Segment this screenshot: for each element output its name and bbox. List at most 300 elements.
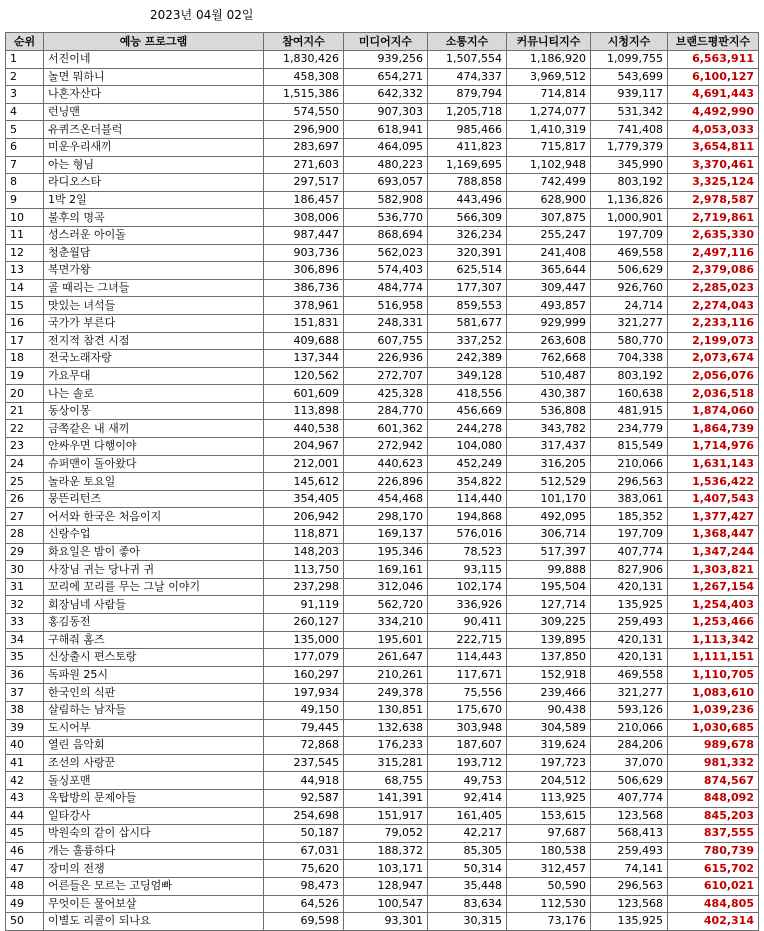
table-row	[6, 209, 759, 227]
cell-media: 298,170	[344, 508, 428, 526]
cell-rank: 34	[6, 631, 44, 649]
cell-rank: 7	[6, 156, 44, 174]
cell-rank: 50	[6, 913, 44, 931]
cell-community: 90,438	[507, 701, 591, 719]
cell-communication: 456,669	[428, 402, 507, 420]
cell-participation: 75,620	[264, 860, 344, 878]
cell-community: 304,589	[507, 719, 591, 737]
cell-brand-score: 1,303,821	[668, 561, 759, 579]
cell-program: 개는 훌륭하다	[44, 842, 264, 860]
cell-program: 전지적 참견 시점	[44, 332, 264, 350]
cell-community: 929,999	[507, 314, 591, 332]
cell-brand-score: 6,563,911	[668, 51, 759, 69]
table-row	[6, 807, 759, 825]
cell-media: 440,623	[344, 455, 428, 473]
cell-community: 137,850	[507, 649, 591, 667]
table-row	[6, 789, 759, 807]
cell-brand-score: 2,978,587	[668, 191, 759, 209]
cell-community: 239,466	[507, 684, 591, 702]
cell-community: 628,900	[507, 191, 591, 209]
cell-rank: 12	[6, 244, 44, 262]
col-header-brand-score: 브랜드평판지수	[668, 33, 759, 51]
cell-rank: 4	[6, 103, 44, 121]
cell-participation: 79,445	[264, 719, 344, 737]
cell-community: 113,925	[507, 789, 591, 807]
cell-communication: 83,634	[428, 895, 507, 913]
cell-brand-score: 4,691,443	[668, 86, 759, 104]
cell-community: 73,176	[507, 913, 591, 931]
cell-community: 195,504	[507, 578, 591, 596]
cell-communication: 326,234	[428, 226, 507, 244]
cell-participation: 204,967	[264, 438, 344, 456]
cell-media: 480,223	[344, 156, 428, 174]
cell-media: 574,403	[344, 262, 428, 280]
cell-community: 309,225	[507, 614, 591, 632]
cell-viewership: 135,925	[591, 913, 668, 931]
cell-participation: 271,603	[264, 156, 344, 174]
cell-viewership: 1,099,755	[591, 51, 668, 69]
cell-media: 618,941	[344, 121, 428, 139]
cell-brand-score: 1,377,427	[668, 508, 759, 526]
cell-community: 492,095	[507, 508, 591, 526]
table-row	[6, 913, 759, 931]
cell-rank: 47	[6, 860, 44, 878]
cell-communication: 474,337	[428, 68, 507, 86]
cell-community: 197,723	[507, 754, 591, 772]
cell-communication: 576,016	[428, 526, 507, 544]
table-row	[6, 367, 759, 385]
cell-viewership: 593,126	[591, 701, 668, 719]
cell-rank: 15	[6, 297, 44, 315]
cell-communication: 788,858	[428, 174, 507, 192]
cell-participation: 91,119	[264, 596, 344, 614]
cell-rank: 27	[6, 508, 44, 526]
cell-community: 97,687	[507, 825, 591, 843]
cell-community: 309,447	[507, 279, 591, 297]
cell-brand-score: 2,036,518	[668, 385, 759, 403]
cell-brand-score: 3,370,461	[668, 156, 759, 174]
cell-media: 128,947	[344, 877, 428, 895]
cell-community: 742,499	[507, 174, 591, 192]
cell-participation: 574,550	[264, 103, 344, 121]
cell-media: 151,917	[344, 807, 428, 825]
table-row	[6, 684, 759, 702]
cell-viewership: 704,338	[591, 350, 668, 368]
cell-participation: 1,515,386	[264, 86, 344, 104]
cell-media: 312,046	[344, 578, 428, 596]
cell-communication: 354,822	[428, 473, 507, 491]
cell-brand-score: 2,719,861	[668, 209, 759, 227]
cell-brand-score: 2,199,073	[668, 332, 759, 350]
cell-communication: 985,466	[428, 121, 507, 139]
table-row	[6, 51, 759, 69]
table-row	[6, 895, 759, 913]
cell-viewership: 741,408	[591, 121, 668, 139]
cell-viewership: 803,192	[591, 367, 668, 385]
cell-viewership: 926,760	[591, 279, 668, 297]
cell-communication: 42,217	[428, 825, 507, 843]
cell-communication: 102,174	[428, 578, 507, 596]
cell-media: 188,372	[344, 842, 428, 860]
cell-participation: 151,831	[264, 314, 344, 332]
table-row	[6, 332, 759, 350]
cell-viewership: 296,563	[591, 473, 668, 491]
cell-community: 343,782	[507, 420, 591, 438]
cell-brand-score: 1,874,060	[668, 402, 759, 420]
cell-communication: 443,496	[428, 191, 507, 209]
cell-rank: 45	[6, 825, 44, 843]
cell-rank: 5	[6, 121, 44, 139]
cell-program: 꼬리에 꼬리를 무는 그날 이야기	[44, 578, 264, 596]
cell-rank: 14	[6, 279, 44, 297]
cell-media: 562,720	[344, 596, 428, 614]
cell-media: 284,770	[344, 402, 428, 420]
cell-participation: 601,609	[264, 385, 344, 403]
table-row	[6, 420, 759, 438]
cell-media: 484,774	[344, 279, 428, 297]
cell-brand-score: 3,325,124	[668, 174, 759, 192]
table-row	[6, 754, 759, 772]
cell-community: 1,102,948	[507, 156, 591, 174]
cell-media: 907,303	[344, 103, 428, 121]
cell-communication: 175,670	[428, 701, 507, 719]
cell-media: 169,137	[344, 526, 428, 544]
cell-participation: 186,457	[264, 191, 344, 209]
cell-rank: 8	[6, 174, 44, 192]
table-row	[6, 455, 759, 473]
cell-brand-score: 2,073,674	[668, 350, 759, 368]
cell-media: 315,281	[344, 754, 428, 772]
cell-media: 516,958	[344, 297, 428, 315]
table-header-row	[6, 33, 759, 51]
cell-program: 금쪽같은 내 새끼	[44, 420, 264, 438]
cell-program: 도시어부	[44, 719, 264, 737]
cell-program: 일타강사	[44, 807, 264, 825]
cell-participation: 72,868	[264, 737, 344, 755]
table-row	[6, 508, 759, 526]
table-row	[6, 649, 759, 667]
cell-rank: 3	[6, 86, 44, 104]
cell-communication: 194,868	[428, 508, 507, 526]
cell-brand-score: 1,714,976	[668, 438, 759, 456]
cell-participation: 145,612	[264, 473, 344, 491]
cell-communication: 85,305	[428, 842, 507, 860]
cell-brand-score: 1,536,422	[668, 473, 759, 491]
cell-brand-score: 2,379,086	[668, 262, 759, 280]
cell-media: 141,391	[344, 789, 428, 807]
cell-program: 화요일은 밤이 좋아	[44, 543, 264, 561]
cell-viewership: 74,141	[591, 860, 668, 878]
cell-media: 176,233	[344, 737, 428, 755]
cell-media: 425,328	[344, 385, 428, 403]
cell-communication: 418,556	[428, 385, 507, 403]
table-row	[6, 174, 759, 192]
cell-media: 562,023	[344, 244, 428, 262]
cell-community: 127,714	[507, 596, 591, 614]
cell-viewership: 531,342	[591, 103, 668, 121]
cell-communication: 566,309	[428, 209, 507, 227]
table-row	[6, 402, 759, 420]
cell-program: 안싸우면 다행이야	[44, 438, 264, 456]
cell-communication: 104,080	[428, 438, 507, 456]
table-row	[6, 877, 759, 895]
cell-communication: 337,252	[428, 332, 507, 350]
cell-viewership: 160,638	[591, 385, 668, 403]
cell-brand-score: 989,678	[668, 737, 759, 755]
cell-rank: 17	[6, 332, 44, 350]
cell-viewership: 123,568	[591, 807, 668, 825]
cell-community: 762,668	[507, 350, 591, 368]
cell-viewership: 259,493	[591, 614, 668, 632]
cell-brand-score: 1,347,244	[668, 543, 759, 561]
cell-community: 536,808	[507, 402, 591, 420]
cell-community: 263,608	[507, 332, 591, 350]
table-row	[6, 737, 759, 755]
cell-program: 신상출시 편스토랑	[44, 649, 264, 667]
cell-viewership: 296,563	[591, 877, 668, 895]
cell-viewership: 210,066	[591, 455, 668, 473]
table-row	[6, 701, 759, 719]
cell-viewership: 420,131	[591, 631, 668, 649]
cell-viewership: 24,714	[591, 297, 668, 315]
table-row	[6, 578, 759, 596]
cell-communication: 50,314	[428, 860, 507, 878]
cell-participation: 409,688	[264, 332, 344, 350]
cell-rank: 48	[6, 877, 44, 895]
cell-community: 512,529	[507, 473, 591, 491]
cell-rank: 22	[6, 420, 44, 438]
cell-communication: 1,169,695	[428, 156, 507, 174]
cell-participation: 120,562	[264, 367, 344, 385]
cell-communication: 242,389	[428, 350, 507, 368]
cell-participation: 113,750	[264, 561, 344, 579]
cell-program: 서진이네	[44, 51, 264, 69]
cell-media: 582,908	[344, 191, 428, 209]
cell-communication: 90,411	[428, 614, 507, 632]
cell-media: 103,171	[344, 860, 428, 878]
cell-community: 517,397	[507, 543, 591, 561]
cell-brand-score: 2,233,116	[668, 314, 759, 332]
cell-participation: 69,598	[264, 913, 344, 931]
table-row	[6, 156, 759, 174]
cell-participation: 903,736	[264, 244, 344, 262]
cell-media: 607,755	[344, 332, 428, 350]
cell-rank: 35	[6, 649, 44, 667]
cell-rank: 36	[6, 666, 44, 684]
table-row	[6, 825, 759, 843]
cell-media: 100,547	[344, 895, 428, 913]
cell-media: 939,256	[344, 51, 428, 69]
cell-media: 130,851	[344, 701, 428, 719]
cell-community: 112,530	[507, 895, 591, 913]
cell-participation: 354,405	[264, 490, 344, 508]
cell-program: 청춘월담	[44, 244, 264, 262]
table-row	[6, 244, 759, 262]
table-row	[6, 860, 759, 878]
cell-brand-score: 2,274,043	[668, 297, 759, 315]
cell-rank: 43	[6, 789, 44, 807]
cell-rank: 2	[6, 68, 44, 86]
cell-media: 334,210	[344, 614, 428, 632]
cell-viewership: 135,925	[591, 596, 668, 614]
cell-program: 돌싱포맨	[44, 772, 264, 790]
cell-brand-score: 1,083,610	[668, 684, 759, 702]
cell-viewership: 123,568	[591, 895, 668, 913]
cell-communication: 161,405	[428, 807, 507, 825]
cell-communication: 411,823	[428, 138, 507, 156]
cell-program: 살림하는 남자들	[44, 701, 264, 719]
cell-brand-score: 981,332	[668, 754, 759, 772]
cell-rank: 24	[6, 455, 44, 473]
cell-viewership: 580,770	[591, 332, 668, 350]
cell-rank: 18	[6, 350, 44, 368]
cell-communication: 78,523	[428, 543, 507, 561]
cell-media: 79,052	[344, 825, 428, 843]
cell-viewership: 1,779,379	[591, 138, 668, 156]
cell-community: 316,205	[507, 455, 591, 473]
cell-viewership: 420,131	[591, 649, 668, 667]
cell-brand-score: 6,100,127	[668, 68, 759, 86]
cell-viewership: 383,061	[591, 490, 668, 508]
cell-program: 국가가 부른다	[44, 314, 264, 332]
cell-program: 독파원 25시	[44, 666, 264, 684]
cell-program: 이별도 리콜이 되나요	[44, 913, 264, 931]
cell-brand-score: 3,654,811	[668, 138, 759, 156]
cell-program: 열린 음악회	[44, 737, 264, 755]
cell-media: 261,647	[344, 649, 428, 667]
table-row	[6, 297, 759, 315]
cell-brand-score: 845,203	[668, 807, 759, 825]
cell-communication: 320,391	[428, 244, 507, 262]
cell-rank: 46	[6, 842, 44, 860]
cell-participation: 135,000	[264, 631, 344, 649]
cell-viewership: 407,774	[591, 789, 668, 807]
cell-media: 132,638	[344, 719, 428, 737]
table-row	[6, 614, 759, 632]
table-row	[6, 596, 759, 614]
cell-brand-score: 1,110,705	[668, 666, 759, 684]
cell-participation: 297,517	[264, 174, 344, 192]
cell-participation: 283,697	[264, 138, 344, 156]
cell-brand-score: 615,702	[668, 860, 759, 878]
cell-participation: 206,942	[264, 508, 344, 526]
cell-participation: 92,587	[264, 789, 344, 807]
cell-program: 런닝맨	[44, 103, 264, 121]
cell-communication: 879,794	[428, 86, 507, 104]
cell-community: 493,857	[507, 297, 591, 315]
cell-viewership: 469,558	[591, 666, 668, 684]
cell-viewership: 321,277	[591, 684, 668, 702]
cell-rank: 42	[6, 772, 44, 790]
cell-participation: 148,203	[264, 543, 344, 561]
cell-program: 골 때리는 그녀들	[44, 279, 264, 297]
cell-brand-score: 4,053,033	[668, 121, 759, 139]
cell-media: 868,694	[344, 226, 428, 244]
cell-brand-score: 1,267,154	[668, 578, 759, 596]
brand-reputation-table	[5, 32, 759, 931]
cell-communication: 49,753	[428, 772, 507, 790]
cell-rank: 11	[6, 226, 44, 244]
cell-program: 홍김동전	[44, 614, 264, 632]
cell-program: 아는 형님	[44, 156, 264, 174]
cell-rank: 16	[6, 314, 44, 332]
cell-media: 248,331	[344, 314, 428, 332]
cell-viewership: 321,277	[591, 314, 668, 332]
cell-brand-score: 1,113,342	[668, 631, 759, 649]
cell-brand-score: 1,631,143	[668, 455, 759, 473]
cell-community: 3,969,512	[507, 68, 591, 86]
cell-community: 255,247	[507, 226, 591, 244]
col-header-media: 미디어지수	[344, 33, 428, 51]
cell-participation: 987,447	[264, 226, 344, 244]
cell-media: 642,332	[344, 86, 428, 104]
cell-viewership: 210,066	[591, 719, 668, 737]
cell-viewership: 1,000,901	[591, 209, 668, 227]
cell-viewership: 506,629	[591, 772, 668, 790]
cell-communication: 625,514	[428, 262, 507, 280]
cell-program: 한국인의 식판	[44, 684, 264, 702]
cell-rank: 31	[6, 578, 44, 596]
table-row	[6, 438, 759, 456]
report-date: 2023년 04월 02일	[150, 8, 254, 22]
table-row	[6, 666, 759, 684]
cell-brand-score: 848,092	[668, 789, 759, 807]
cell-brand-score: 1,864,739	[668, 420, 759, 438]
cell-participation: 458,308	[264, 68, 344, 86]
cell-rank: 44	[6, 807, 44, 825]
table-row	[6, 543, 759, 561]
cell-rank: 37	[6, 684, 44, 702]
cell-participation: 237,298	[264, 578, 344, 596]
cell-program: 어른들은 모르는 고딩엄빠	[44, 877, 264, 895]
table-row	[6, 226, 759, 244]
cell-brand-score: 402,314	[668, 913, 759, 931]
cell-viewership: 939,117	[591, 86, 668, 104]
cell-viewership: 407,774	[591, 543, 668, 561]
cell-viewership: 827,906	[591, 561, 668, 579]
table-row	[6, 121, 759, 139]
cell-community: 50,590	[507, 877, 591, 895]
table-row	[6, 719, 759, 737]
cell-media: 654,271	[344, 68, 428, 86]
col-header-participation: 참여지수	[264, 33, 344, 51]
cell-media: 454,468	[344, 490, 428, 508]
cell-participation: 260,127	[264, 614, 344, 632]
cell-communication: 177,307	[428, 279, 507, 297]
cell-viewership: 543,699	[591, 68, 668, 86]
cell-communication: 336,926	[428, 596, 507, 614]
cell-media: 169,161	[344, 561, 428, 579]
cell-communication: 114,440	[428, 490, 507, 508]
cell-viewership: 1,136,826	[591, 191, 668, 209]
table-row	[6, 103, 759, 121]
cell-media: 68,755	[344, 772, 428, 790]
cell-program: 복면가왕	[44, 262, 264, 280]
cell-communication: 244,278	[428, 420, 507, 438]
cell-communication: 114,443	[428, 649, 507, 667]
cell-communication: 92,414	[428, 789, 507, 807]
cell-communication: 30,315	[428, 913, 507, 931]
cell-brand-score: 1,039,236	[668, 701, 759, 719]
cell-program: 무엇이든 물어보살	[44, 895, 264, 913]
cell-program: 뭉뜬리턴즈	[44, 490, 264, 508]
cell-community: 1,410,319	[507, 121, 591, 139]
cell-program: 장미의 전쟁	[44, 860, 264, 878]
cell-program: 맛있는 녀석들	[44, 297, 264, 315]
cell-media: 464,095	[344, 138, 428, 156]
cell-rank: 21	[6, 402, 44, 420]
cell-program: 유퀴즈온더블럭	[44, 121, 264, 139]
